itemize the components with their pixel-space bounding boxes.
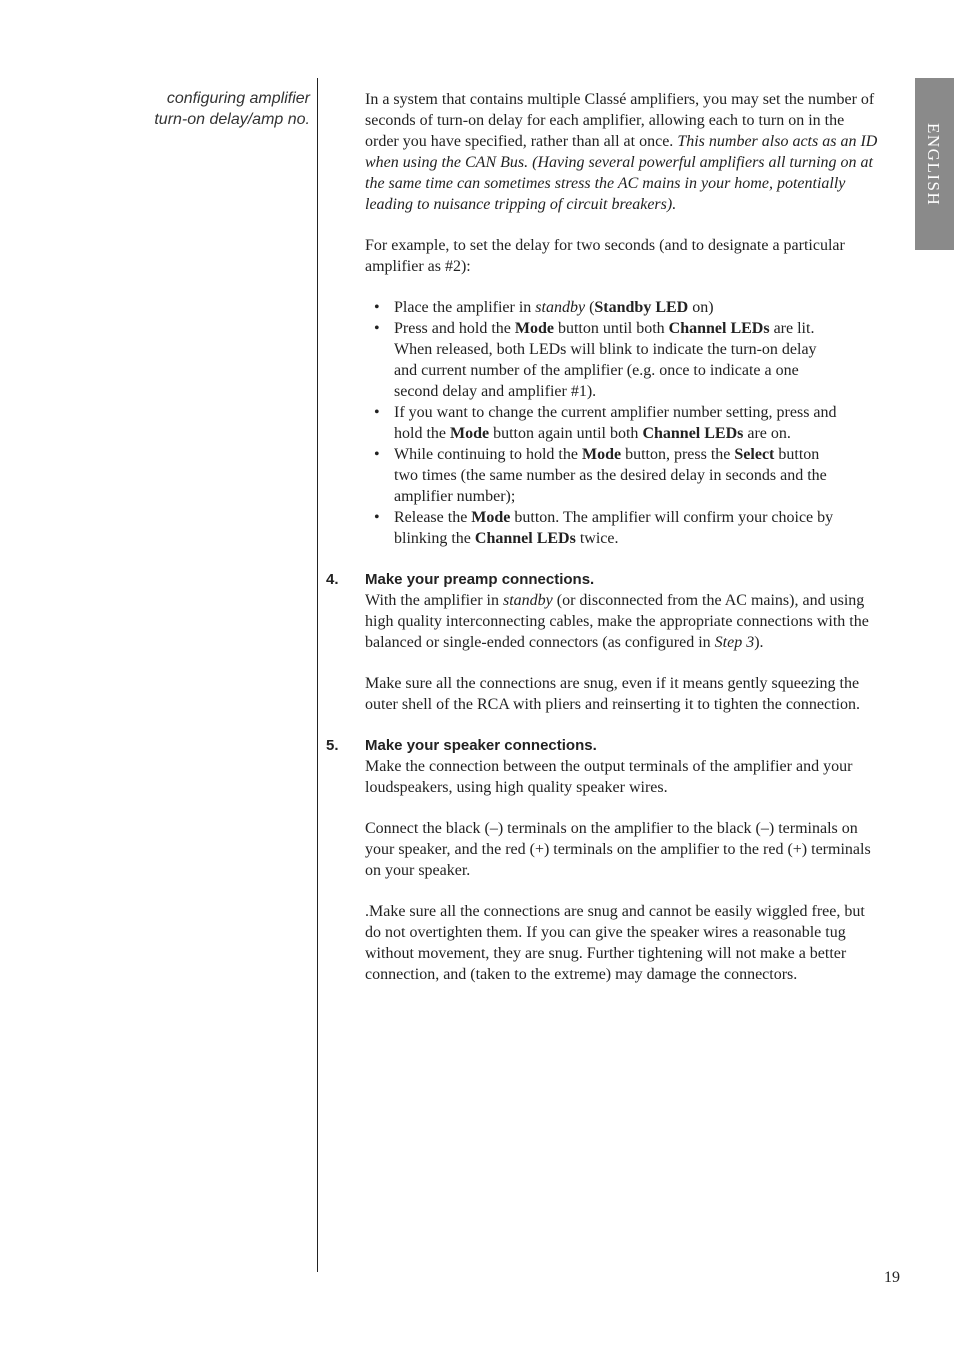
list-item: • Press and hold the Mode button until both Channel LEDs are lit. When released, both LEDs will blink to indicate the turn-on delay and current number of the amplifier (e.g. once to indicate a one second delay and amplifier #1). <box>365 318 880 402</box>
example-paragraph: For example, to set the delay for two seconds (and to designate a particular amplifier as #2): <box>365 237 845 275</box>
list-item: • If you want to change the current amplifier number setting, press and hold the Mode button again until both Channel LEDs are on. <box>365 402 880 444</box>
step-5 <box>326 735 880 985</box>
section-heading-line1: configuring amplifier <box>166 90 310 107</box>
list-item: • Place the amplifier in standby (Standby LED on) <box>365 297 880 318</box>
language-tab <box>915 78 954 250</box>
step-paragraph: Connect the black (–) terminals on the amplifier to the black (–) terminals on your speaker, and the red (+) terminals on the amplifier to the red (+) terminals on your speaker. <box>365 820 871 879</box>
intro-paragraph <box>365 89 880 215</box>
page-number: 19 <box>884 1269 900 1286</box>
step-number: 4. <box>326 571 339 588</box>
step-paragraph: With the amplifier in standby (or disconnected from the AC mains), and using high quality interconnecting cables, make the appropriate connections with the balanced or single-ended connectors (as configured in Step 3). <box>365 592 869 651</box>
list-item: • While continuing to hold the Mode button, press the Select button two times (the same number as the desired delay in seconds and the amplifier number); <box>365 444 880 507</box>
section-heading-line2: turn-on delay/amp no. <box>154 111 310 128</box>
main-content <box>326 89 880 1005</box>
step-4 <box>326 569 880 715</box>
step-paragraph: Make sure all the connections are snug, even if it means gently squeezing the outer shell of the RCA with pliers and reinserting it to tighten the connection. <box>365 675 861 713</box>
step-title: Make your speaker connections. <box>365 737 597 754</box>
step-paragraph: .Make sure all the connections are snug and cannot be easily wiggled free, but do not overtighten them. If you can give the speaker wires a reasonable tug without movement, they are snug. Further tightening will not make a better connection, and (taken to the extreme) may damage the connectors. <box>365 903 865 983</box>
procedure-list <box>365 297 880 549</box>
step-title: Make your preamp connections. <box>365 571 595 588</box>
step-paragraph: Make the connection between the output terminals of the amplifier and your loudspeakers, using high quality speaker wires. <box>365 758 853 796</box>
language-tab-label: ENGLISH <box>924 123 943 207</box>
step-number: 5. <box>326 737 339 754</box>
intro-italic-note: This number also acts as an ID when using the CAN Bus. (Having several powerful amplifiers all turning on at the same time can sometimes stress the AC mains in your home, potentially leading to nuisance tripping of circuit breakers). <box>365 133 878 213</box>
intro-text: In a system that contains multiple Classé amplifiers, you may set the number of seconds of turn-on delay for each amplifier, allowing each to turn on in the order you have specified, rather than all at once. <box>365 91 875 150</box>
vertical-divider <box>317 78 318 1272</box>
section-heading <box>90 88 310 130</box>
list-item: • Release the Mode button. The amplifier will confirm your choice by blinking the Channel LEDs twice. <box>365 507 880 549</box>
